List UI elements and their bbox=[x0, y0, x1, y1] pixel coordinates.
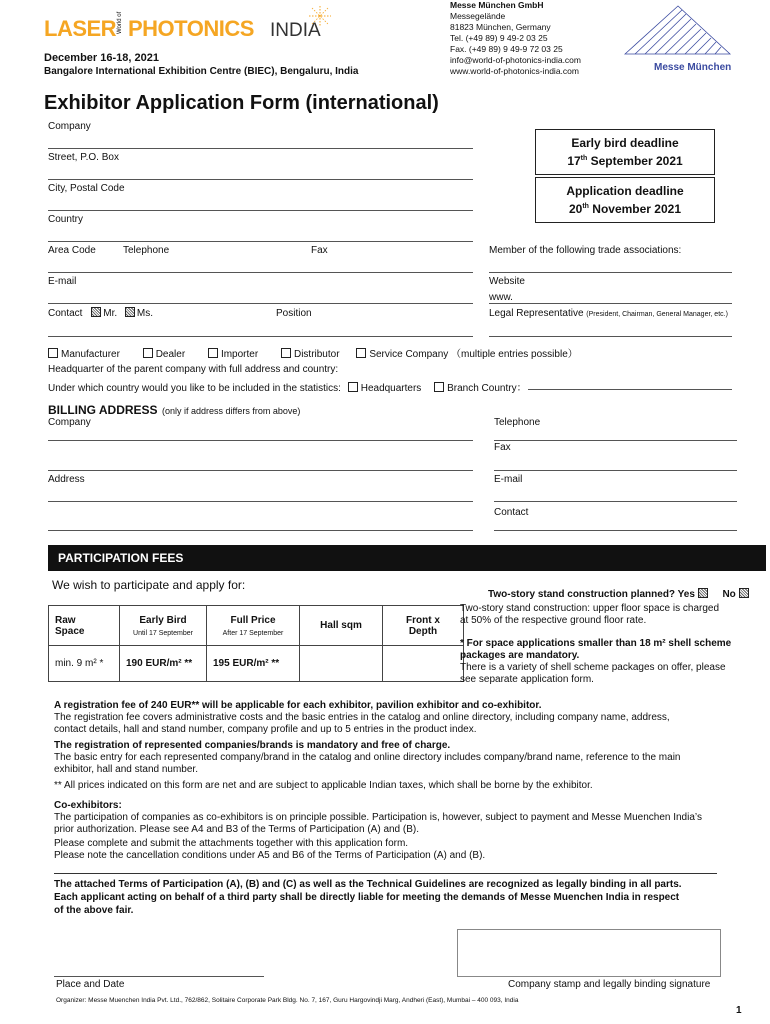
company-field[interactable] bbox=[48, 148, 473, 149]
website-field[interactable] bbox=[489, 303, 732, 304]
two-story-note: Two-story stand construction: upper floor space is charged at 50% of the respective ground floor rate. bbox=[460, 603, 720, 626]
company-type-row bbox=[48, 345, 668, 360]
co-exhibitors-title: Co-exhibitors: bbox=[54, 800, 122, 811]
stamp-signature-box[interactable] bbox=[457, 929, 721, 977]
email-field[interactable] bbox=[48, 303, 473, 304]
application-deadline-date: 20th November 2021 bbox=[568, 202, 682, 216]
org-line: 81823 München, Germany bbox=[450, 22, 551, 32]
billing-label-telephone: Telephone bbox=[494, 417, 541, 428]
two-story-yes-checkbox[interactable] bbox=[698, 588, 708, 598]
member-field[interactable] bbox=[489, 272, 732, 273]
cancellation-note: Please note the cancellation conditions under A5 and B6 of the Terms of Participation (A) and (B). bbox=[54, 850, 486, 861]
country-field[interactable] bbox=[48, 241, 473, 242]
type-importer: Importer bbox=[220, 349, 259, 360]
place-date-field[interactable] bbox=[54, 976, 264, 977]
two-story-no-label: No bbox=[722, 589, 736, 600]
divider bbox=[54, 873, 717, 874]
front-depth-input[interactable] bbox=[383, 646, 464, 682]
early-bird-deadline bbox=[535, 129, 715, 175]
label-contact: Contact bbox=[48, 308, 83, 319]
dealer-checkbox[interactable] bbox=[143, 348, 153, 358]
messe-muenchen-logo bbox=[620, 4, 735, 73]
full-price: 195 EUR/m² ** bbox=[207, 646, 300, 682]
label-telephone: Telephone bbox=[123, 245, 170, 256]
label-country: Country bbox=[48, 214, 84, 225]
billing-contact-field[interactable] bbox=[494, 530, 737, 531]
street-field[interactable] bbox=[48, 179, 473, 180]
billing-address-field[interactable] bbox=[48, 501, 473, 502]
logo-laser: LASER bbox=[44, 16, 117, 41]
label-member: Member of the following trade associations: bbox=[489, 245, 682, 256]
billing-company-field[interactable] bbox=[48, 440, 473, 441]
type-dealer: Dealer bbox=[155, 349, 186, 360]
contact-row bbox=[48, 308, 153, 319]
label-stamp-signature: Company stamp and legally binding signature bbox=[508, 979, 711, 990]
co-exhibitors-text: The participation of companies as co-exhibitors is on principle possible. Participation is, however, subject to payment and Messe Muenchen India’s bbox=[54, 812, 702, 823]
label-place-date: Place and Date bbox=[56, 979, 125, 990]
application-deadline-label: Application deadline bbox=[566, 184, 684, 198]
billing-fax-field[interactable] bbox=[494, 470, 737, 471]
contact-field[interactable] bbox=[48, 336, 473, 337]
logo-world-of: World of bbox=[117, 11, 123, 34]
brand-registration-text: exhibitor, hall and stand number. bbox=[54, 764, 198, 775]
manufacturer-checkbox[interactable] bbox=[48, 348, 58, 358]
brand-registration-text: The basic entry for each represented company/brand in the catalog and online directory includes company/brand name, reference to the main bbox=[54, 752, 681, 763]
type-service-company: Service Company bbox=[369, 349, 449, 360]
billing-telephone-field[interactable] bbox=[494, 440, 737, 441]
billing-label-contact: Contact bbox=[494, 507, 529, 518]
mr-checkbox[interactable] bbox=[91, 307, 101, 317]
fees-bar-title: PARTICIPATION FEES bbox=[58, 551, 184, 565]
branch-checkbox[interactable] bbox=[434, 382, 444, 392]
two-story-question bbox=[488, 589, 751, 600]
org-line: Fax. (+49 89) 9 49-9 72 03 25 bbox=[450, 44, 563, 54]
col-raw-space: Raw Space bbox=[49, 606, 120, 646]
terms-block bbox=[54, 700, 744, 862]
service-company-checkbox[interactable] bbox=[356, 348, 366, 358]
multiple-entries-note: （multiple entries possible） bbox=[451, 349, 578, 360]
logo-photonics: PHOTONICS bbox=[128, 16, 254, 41]
headquarters-checkbox[interactable] bbox=[348, 382, 358, 392]
registration-fee-text: contact details, hall and stand number, company profile and up to 5 entries in the product index. bbox=[54, 724, 477, 735]
billing-address-field-2[interactable] bbox=[48, 530, 473, 531]
org-line: Messegelände bbox=[450, 11, 506, 21]
label-website: Website bbox=[489, 276, 525, 287]
billing-title: BILLING ADDRESS bbox=[48, 403, 158, 417]
label-street: Street, P.O. Box bbox=[48, 152, 119, 163]
logo-star-icon bbox=[306, 4, 334, 28]
distributor-checkbox[interactable] bbox=[281, 348, 291, 358]
participation-fees-bar bbox=[48, 545, 766, 571]
type-distributor: Distributor bbox=[293, 349, 340, 360]
early-bird-date: 17th September 2021 bbox=[567, 154, 683, 168]
submit-note: Please complete and submit the attachments together with this application form. bbox=[54, 838, 409, 849]
prices-note: ** All prices indicated on this form are net and are subject to applicable Indian taxes, which shall be borne by the exhibitor. bbox=[54, 780, 593, 791]
label-headquarters: Headquarters bbox=[360, 383, 422, 394]
legal-rep-note: (President, Chairman, General Manager, etc.) bbox=[586, 311, 728, 318]
event-venue: Bangalore International Exhibition Centre (BIEC), Bengaluru, India bbox=[44, 66, 359, 77]
hq-line-2 bbox=[48, 379, 527, 394]
application-deadline bbox=[535, 177, 715, 223]
label-company: Company bbox=[48, 121, 91, 132]
event-date: December 16-18, 2021 bbox=[44, 52, 159, 64]
registration-fee-bold: A registration fee of 240 EUR** will be applicable for each exhibitor, pavilion exhibitor and co-exhibitor. bbox=[54, 700, 542, 711]
col-front-depth: Front x Depth bbox=[383, 606, 464, 646]
event-logo bbox=[44, 4, 334, 44]
label-city: City, Postal Code bbox=[48, 183, 125, 194]
branch-country-field[interactable] bbox=[528, 389, 732, 390]
label-email: E-mail bbox=[48, 276, 77, 287]
registration-fee-text: The registration fee covers administrative costs and the basic entries in the catalog and online directory, including company name, address, bbox=[54, 712, 670, 723]
messe-logo-icon bbox=[620, 4, 735, 62]
importer-checkbox[interactable] bbox=[208, 348, 218, 358]
legal-binding-text: The attached Terms of Participation (A), (B) and (C) as well as the Technical Guidelines are recognized as legally binding in all parts. Each applicant acting on behalf of a third party shall be directly liable for meeting the demands of Messe Muenchen India in respect of the above fair. bbox=[54, 879, 682, 916]
shell-scheme-note: * For space applications smaller than 18 m² shell scheme packages are mandatory. There is a variety of shell scheme packages on offer, please see separate application form. bbox=[460, 638, 732, 685]
org-name: Messe München GmbH bbox=[450, 0, 544, 10]
city-field[interactable] bbox=[48, 210, 473, 211]
fees-table bbox=[48, 605, 464, 682]
label-ms: Ms. bbox=[136, 308, 154, 319]
logo-india: INDIA bbox=[270, 20, 321, 41]
org-line: www.world-of-photonics-india.com bbox=[450, 66, 579, 76]
phone-field[interactable] bbox=[48, 272, 473, 273]
footer-organizer: Organizer: Messe Muenchen India Pvt. Ltd., 762/862, Solitaire Corporate Park Bldg. No. 7, 167, Guru Hargovindji Marg, Andheri (East), Mumbai – 400 093, India bbox=[56, 997, 519, 1004]
two-story-no-checkbox[interactable] bbox=[739, 588, 749, 598]
early-bird-price: 190 EUR/m² ** bbox=[120, 646, 207, 682]
label-www: www. bbox=[489, 292, 513, 303]
ms-checkbox[interactable] bbox=[125, 307, 135, 317]
col-early-bird: Early Bird Until 17 September bbox=[120, 606, 207, 646]
two-story-label: Two-story stand construction planned? Yes bbox=[488, 589, 695, 600]
page-title: Exhibitor Application Form (international) bbox=[44, 92, 439, 114]
legal-rep-field[interactable] bbox=[489, 336, 732, 337]
organizer-address bbox=[450, 0, 581, 77]
org-line: Tel. (+49 89) 9 49-2 03 25 bbox=[450, 33, 548, 43]
co-exhibitors-text: prior authorization. Please see A4 and B3 of the Terms of Participation (A) and (B). bbox=[54, 824, 420, 835]
label-fax: Fax bbox=[311, 245, 328, 256]
billing-email-field[interactable] bbox=[494, 501, 737, 502]
legal-rep-label bbox=[489, 308, 728, 319]
billing-label-email: E-mail bbox=[494, 474, 523, 485]
col-hall-sqm: Hall sqm bbox=[300, 606, 383, 646]
hq-line-1: Headquarter of the parent company with full address and country: bbox=[48, 364, 339, 375]
billing-label-company: Company bbox=[48, 417, 91, 428]
apply-label: We wish to participate and apply for: bbox=[52, 578, 246, 592]
type-manufacturer: Manufacturer bbox=[61, 349, 120, 360]
billing-company-field-2[interactable] bbox=[48, 470, 473, 471]
early-bird-label: Early bird deadline bbox=[571, 136, 679, 150]
billing-label-fax: Fax bbox=[494, 442, 511, 453]
org-line: info@world-of-photonics-india.com bbox=[450, 55, 581, 65]
label-position: Position bbox=[276, 308, 312, 319]
hall-sqm-input[interactable] bbox=[300, 646, 383, 682]
billing-label-address: Address bbox=[48, 474, 85, 485]
brand-registration-bold: The registration of represented companies/brands is mandatory and free of charge. bbox=[54, 740, 451, 751]
label-area-code: Area Code bbox=[48, 245, 96, 256]
col-full-price: Full Price After 17 September bbox=[207, 606, 300, 646]
hq-question: Under which country would you like to be included in the statistics: bbox=[48, 383, 341, 394]
label-mr: Mr. bbox=[103, 308, 118, 319]
billing-note: (only if address differs from above) bbox=[162, 406, 301, 416]
label-legal-rep: Legal Representative bbox=[489, 308, 584, 319]
messe-logo-text: Messe München bbox=[654, 62, 732, 73]
page-number: 1 bbox=[736, 1005, 742, 1016]
label-branch: Branch Country： bbox=[447, 383, 527, 394]
row-min-space: min. 9 m² * bbox=[49, 646, 120, 682]
